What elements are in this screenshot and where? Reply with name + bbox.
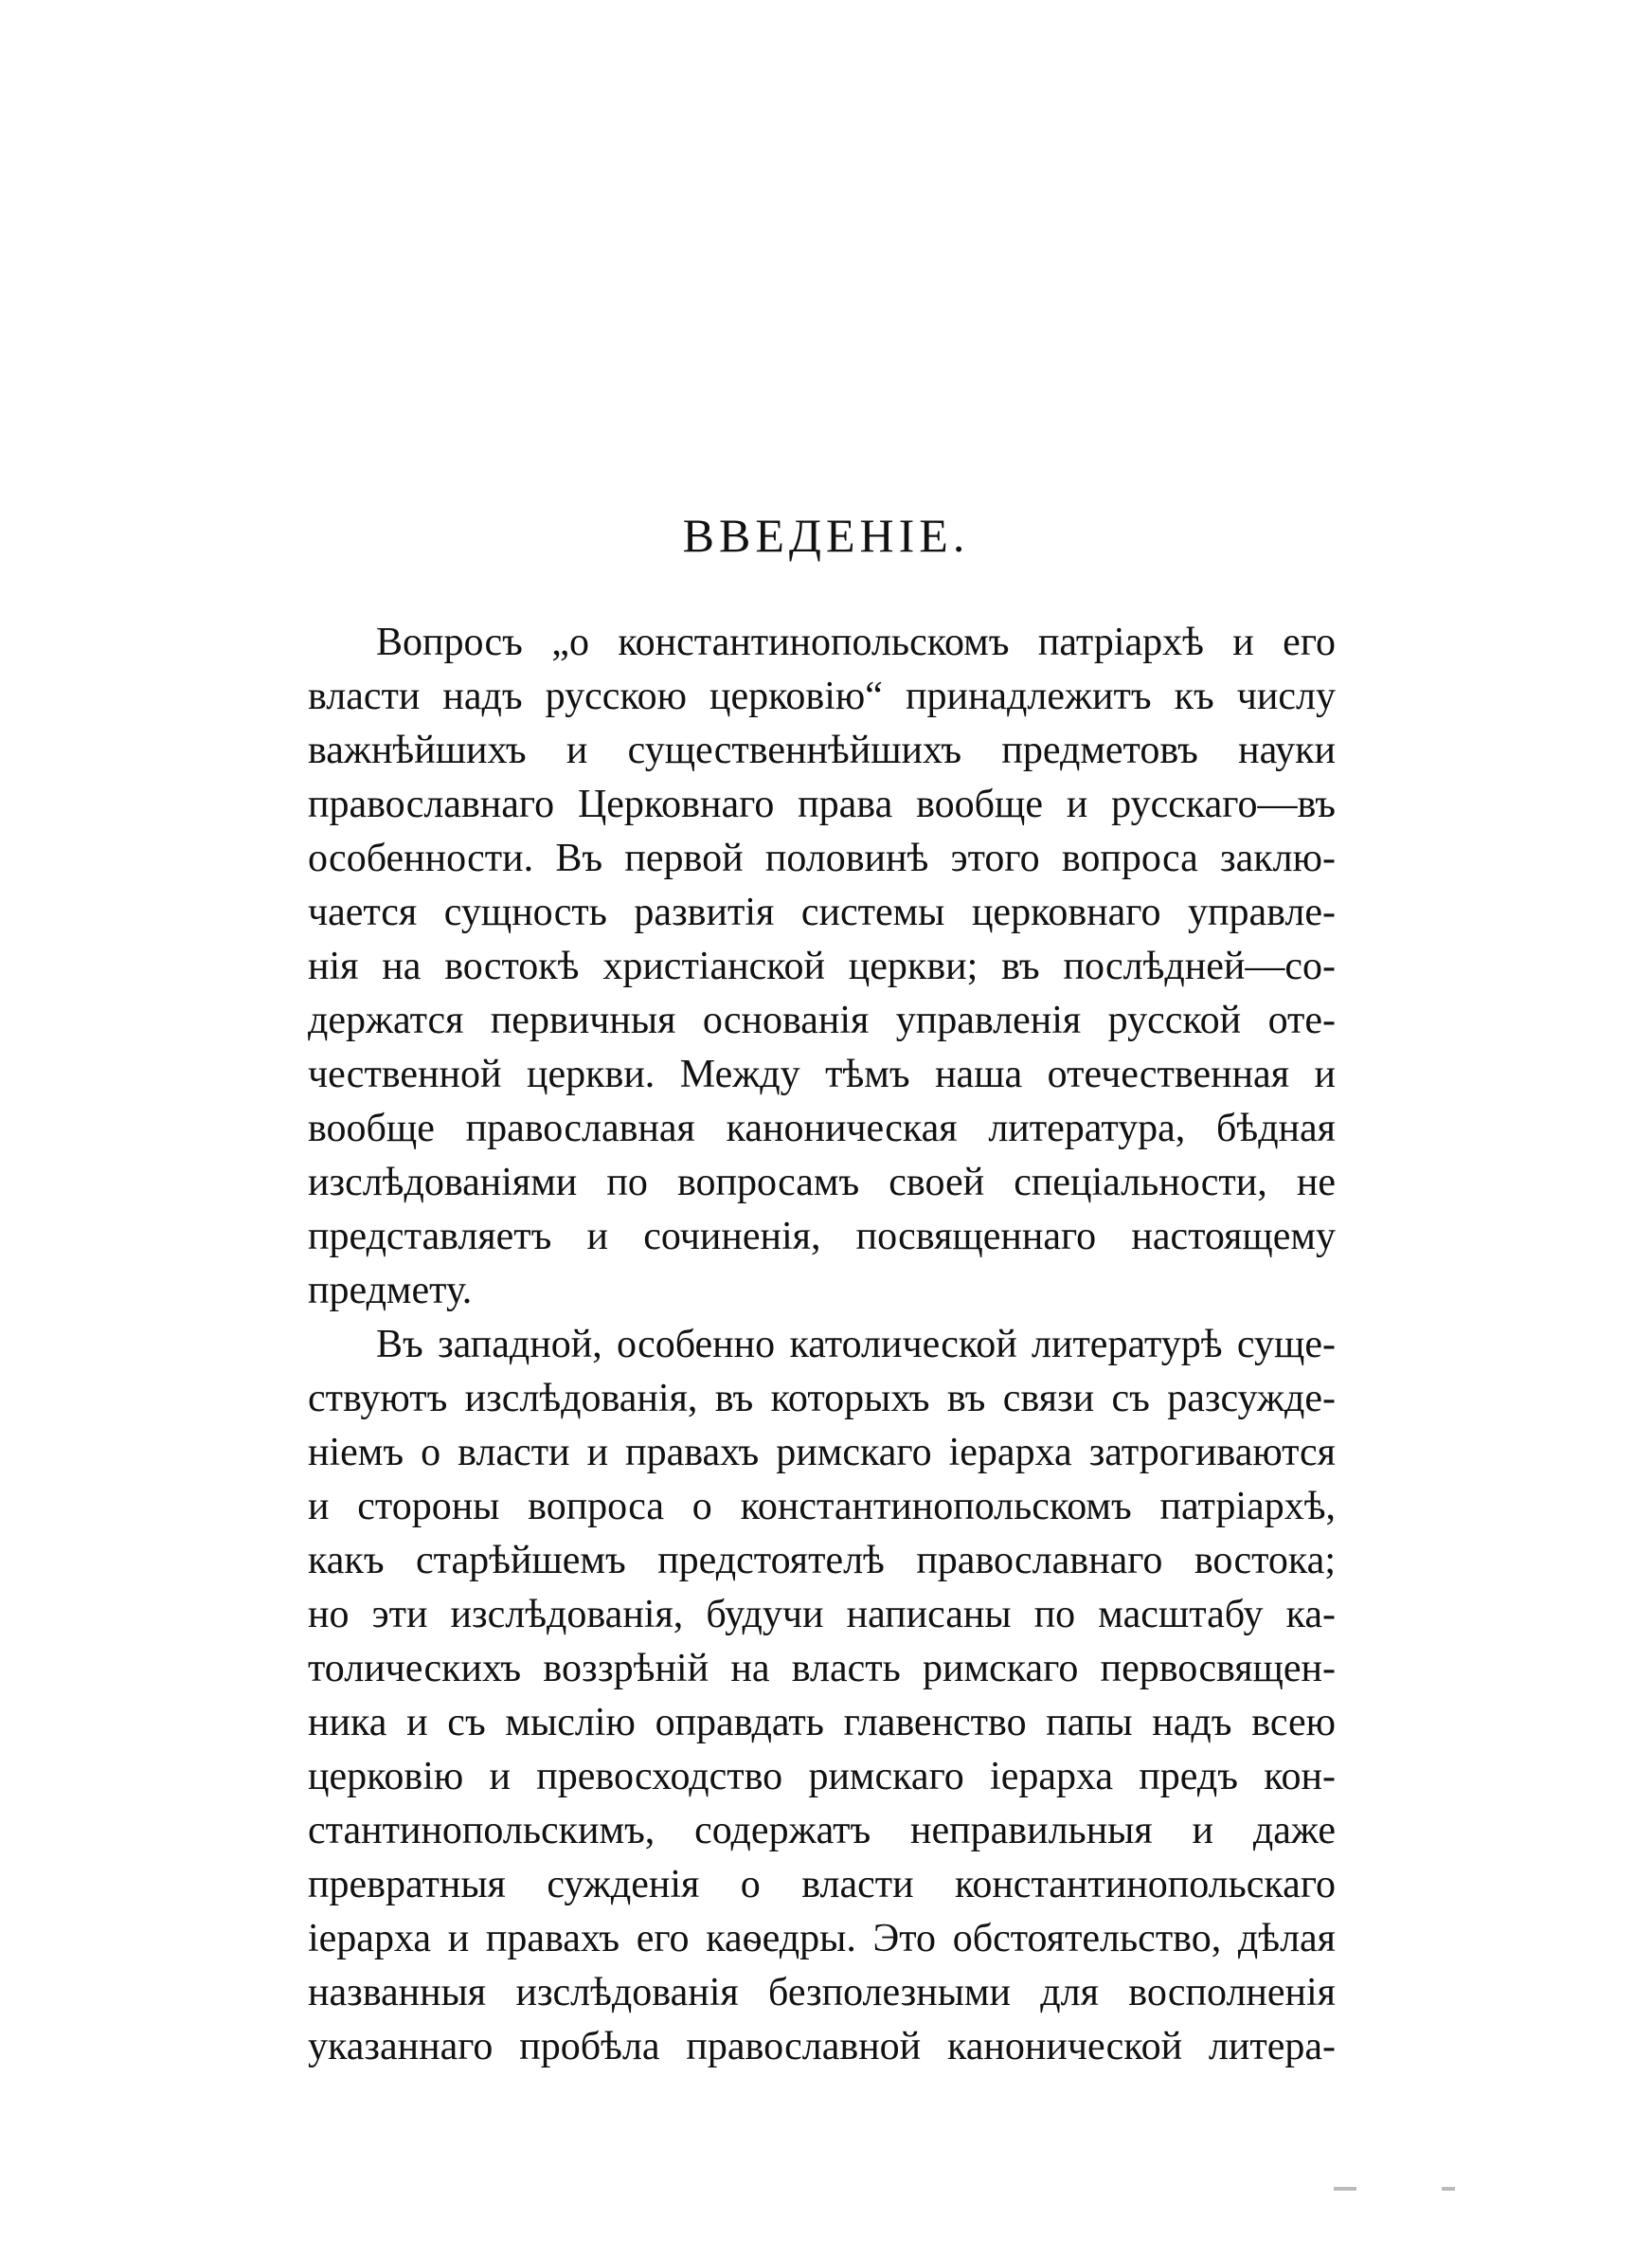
page-heading: ВВЕДЕНІЕ. [682, 509, 970, 562]
text-line: толическихъ воззрѣній на власть римскаго первосвящен- [308, 1647, 1336, 1690]
scan-mark [1442, 2187, 1455, 2191]
text-line: ствуютъ изслѣдованія, въ которыхъ въ связи съ разсужде- [308, 1377, 1336, 1420]
text-line: іерарха и правахъ его каѳедры. Это обстоятельство, дѣлая [308, 1917, 1336, 1960]
text-line: православнаго Церковнаго права вообще и русскаго—въ [308, 783, 1336, 826]
text-line: Въ западной, особенно католической литературѣ суще- [376, 1323, 1336, 1366]
paragraph-2 [308, 1318, 1336, 2074]
text-line: какъ старѣйшемъ предстоятелѣ православнаго востока; [308, 1539, 1336, 1582]
text-line: изслѣдованіями по вопросамъ своей спеціальности, не [308, 1161, 1336, 1204]
text-line: но эти изслѣдованія, будучи написаны по масштабу ка- [308, 1593, 1336, 1636]
text-line: власти надъ русскою церковію“ принадлежитъ къ числу [308, 675, 1336, 718]
text-line: предмету. [308, 1269, 473, 1312]
text-line: ника и съ мыслію оправдать главенство папы надъ всею [308, 1701, 1336, 1744]
text-line: вообще православная каноническая литература, бѣдная [308, 1107, 1336, 1150]
text-line: церковію и превосходство римскаго іерарха предъ кон- [308, 1755, 1336, 1798]
text-line: стантинопольскимъ, содержатъ неправильныя и даже [308, 1809, 1336, 1852]
text-line: представляетъ и сочиненія, посвященнаго настоящему [308, 1215, 1336, 1258]
text-line: особенности. Въ первой половинѣ этого вопроса заклю- [308, 837, 1336, 880]
text-line: чается сущность развитія системы церковнаго управле- [308, 891, 1336, 934]
paragraph-1 [308, 616, 1336, 1318]
text-line: Вопросъ „о константинопольскомъ патріархѣ и его [376, 621, 1336, 664]
body-text [308, 616, 1336, 2074]
text-line: указаннаго пробѣла православной канонической литера- [308, 2025, 1336, 2068]
text-line: ніемъ о власти и правахъ римскаго іерарха затрогиваются [308, 1431, 1336, 1474]
text-line: держатся первичныя основанія управленія русской оте- [308, 999, 1336, 1042]
text-line: и стороны вопроса о константинопольскомъ патріархѣ, [308, 1485, 1336, 1528]
scan-mark [1334, 2187, 1356, 2191]
text-line: нія на востокѣ христіанской церкви; въ послѣдней—со- [308, 945, 1336, 988]
text-line: названныя изслѣдованія безполезными для восполненія [308, 1971, 1336, 2014]
text-line: превратныя сужденія о власти константинопольскаго [308, 1863, 1336, 1906]
text-line: чественной церкви. Между тѣмъ наша отечественная и [308, 1053, 1336, 1096]
text-line: важнѣйшихъ и существеннѣйшихъ предметовъ науки [308, 729, 1336, 772]
